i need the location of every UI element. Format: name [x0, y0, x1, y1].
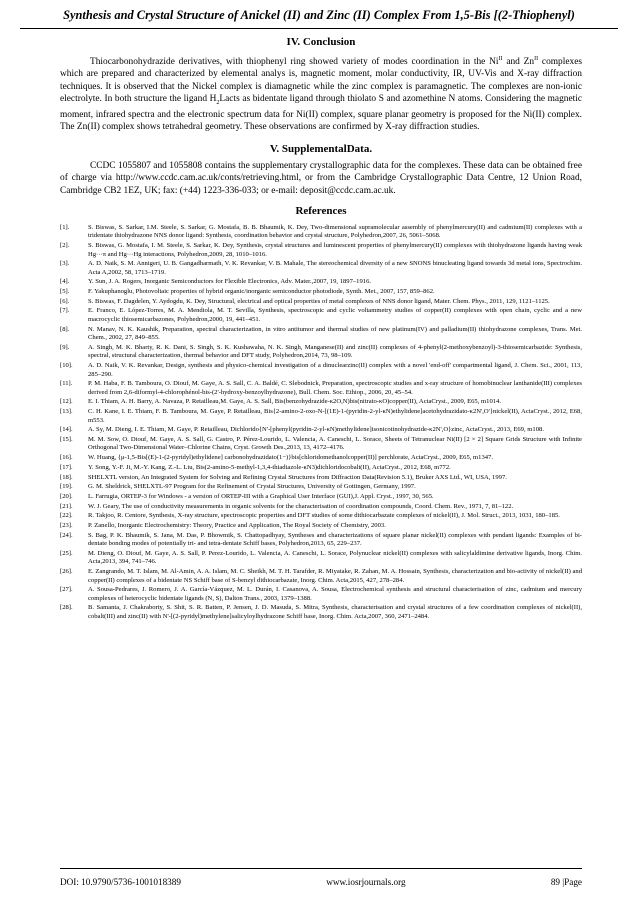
conclusion-text-2: and Zn [502, 57, 535, 68]
references-heading: References [295, 204, 347, 217]
reference-item [60, 586, 582, 603]
reference-text: E. I. Thiam, A. H. Barry, A. Navaza, P. Retailleau,M. Gaye, A. S. Sall, Bis(benzohydrazide-κ2O,N)bis(nitrato-κO)copper(II), ActaCryst., 2009, E65, m1014. [88, 398, 501, 406]
reference-item [60, 483, 582, 492]
page-footer [60, 868, 582, 887]
reference-text: S. Biswas, F. Dagdelen, Y. Aydogdu, K. Dey, Structural, electrical and optical properties of metal complexes of NNS donor ligand, Mater. Chem. Phys., 2011, 129, 1121–1125. [88, 297, 550, 305]
reference-text: W. Huang, {μ-1,5-Bis[(E)-1-(2-pyridyl)ethylidene] carbonohydrazidato(1−)}bis[chloridomethanolcopper(II)] perchlorate, ActaCryst., 2009, E65, m1347. [88, 454, 493, 462]
reference-item [60, 464, 582, 473]
reference-text: P. Zanello, Inorganic Electrochemistry: Theory, Practice and Application, The Royal Society of Chemistry, 2003. [88, 521, 386, 529]
reference-text: Y. Sun, J. A. Rogers, Inorganic Semiconductors for Flexible Electronics, Adv. Mater.,2007, 19, 1897–1916. [88, 278, 372, 286]
reference-text: A. Singh, M. K. Bharty, R. K. Dani, S. Singh, S. K. Kushawaha, N. K. Singh, Manganese(II) and zinc(II) complexes of 4-phenyl(2-methoxybenzoyl)-3-thiosemicarbazide: Synthesis, spectral, structural characterization, thermal behavior and DFT study, Polyhedron,2014, 73, 98–109. [88, 343, 582, 360]
reference-text: S. Biswas, S. Sarkar, I.M. Steele, S. Sarkar, G. Mostafa, B. B. Bhaumik, K. Dey, Two-dimensional supramolecular assembly of phenylmercury(II) and cadmium(II) complexes with a tridentate thiohydrazone NNS donor ligand: Synthesis, coordination behavior and crystal structure, Polyhedron,2007, 26, 5061–5068. [88, 223, 582, 240]
reference-number: [8]. [60, 325, 70, 333]
reference-text: F. Yakuphanoglu, Photovoltaic properties of hybrid organic/inorganic semiconductor photodiode, Synth. Met., 2007, 157, 859–862. [88, 288, 435, 296]
reference-text: S. Biswas, G. Mostafa, I. M. Steele, S. Sarkar, K. Dey, Synthesis, crystal structures and luminescent properties of phenylmercury(II) complexes with thiohydrazone ligands having weak Hg···π and Hg···Hg interactions, Polyhedron,2009, 28, 1010–1016. [88, 242, 582, 258]
ni-oxidation-sup: II [498, 56, 503, 62]
reference-number: [6]. [60, 297, 70, 305]
reference-item [60, 436, 582, 453]
reference-item [60, 568, 582, 585]
reference-text: A. Sy, M. Dieng, I. E. Thiam, M. Gaye, P. Retailleau, Dichlorido{N'-[phenyl(pyridin-2-yl-κN)methylidene]isonicotinohydrazide-κ2N',O}zinc, ActaCryst., 2013, E69, m108. [88, 426, 544, 434]
reference-list [60, 224, 582, 622]
reference-number: [17]. [60, 463, 73, 471]
ligand-subscript: 2 [216, 99, 220, 106]
reference-text: W. J. Geary, The use of conductivity measurements in organic solvents for the characterisation of coordination compounds, Coord. Chem. Rev., 1971, 7, 81–122. [88, 502, 514, 510]
reference-item [60, 380, 582, 397]
footer-page: 89 |Page [550, 877, 582, 887]
reference-number: [22]. [60, 512, 73, 520]
reference-item [60, 604, 582, 621]
reference-item [60, 522, 582, 531]
reference-number: [19]. [60, 483, 73, 491]
reference-item [60, 242, 582, 259]
reference-text: M. Dieng, O. Diouf, M. Gaye, A. S. Sall, P. Perez-Lourido, L. Valencia, A. Caneschi, L. Sorace, Polynuclear nickel(II) complexes with salicylaldimine derivative ligands, Inorg. Chim. Acta,2013, 394, 741–746. [88, 549, 582, 566]
reference-text: M. M. Sow, O. Diouf, M. Gaye, A. S. Sall, G. Castro, P. Pérez-Lourido, L. Valencia, A. Caneschi, L. Sorace, Sheets of Tetranuclear Ni(II) [2 × 2] Square Grids Structure with Infinite Orthogonal Two-Dimensional Water–Chlorine Chains, Cryst. Growth Des.,2013, 13, 4172–4176. [88, 435, 582, 452]
reference-number: [18]. [60, 473, 73, 481]
reference-item [60, 474, 582, 483]
reference-item [60, 408, 582, 425]
reference-item [60, 298, 582, 307]
reference-number: [7]. [60, 307, 70, 315]
conclusion-text-1: Thiocarbonohydrazide derivatives, with thiophenyl ring showed variety of modes coordination in the Ni [90, 57, 499, 68]
reference-item [60, 550, 582, 567]
reference-item [60, 398, 582, 407]
reference-item [60, 288, 582, 297]
reference-number: [15]. [60, 435, 73, 443]
reference-item [60, 503, 582, 512]
conclusion-paragraph [60, 53, 582, 133]
reference-item [60, 454, 582, 463]
footer-doi: DOI: 10.9790/5736-1001018389 [60, 877, 181, 887]
reference-number: [23]. [60, 521, 73, 529]
conclusion-text-3: complexes which are prepared and characterized by elemental analys is, magnetic moment, molar conductivity, IR, UV-Vis and X-ray diffraction techniques. It is observed that the Nickel complex is diamagnetic while the zinc complex is paramagnetic. The complexes are non-ionic electrolyte. In both structure the ligand H [60, 57, 583, 104]
reference-number: [26]. [60, 568, 73, 576]
reference-item [60, 493, 582, 502]
supplemental-heading: V. SupplementalData. [269, 143, 373, 156]
reference-text: N. Manav, N. K. Kaushik, Preparation, spectral characterization, in vitro antitumor and thermal studies of new platinum(IV) and palladium(II) thiohydrazone complexes, Trans. Met. Chem., 2002, 27, 849–855. [88, 325, 582, 342]
reference-number: [24]. [60, 531, 73, 539]
zn-oxidation-sup: II [534, 56, 539, 62]
reference-text: C. H. Kane, I. E. Thiam, F. B. Tamboura, M. Gaye, P. Retailleau, Bis{2-amino-2-oxo-N-[(1E)-1-(pyridin-2-yl-κN)ethylidene]acetohydrazidato-κ2N',O'}nickel(II), ActaCryst., 2012, E68, m553. [88, 408, 582, 424]
footer-url[interactable]: www.iosrjournals.org [326, 877, 406, 887]
reference-number: [16]. [60, 454, 73, 462]
reference-item [60, 278, 582, 287]
reference-item [60, 307, 582, 324]
reference-number: [11]. [60, 380, 73, 388]
reference-item [60, 344, 582, 361]
reference-number: [20]. [60, 492, 73, 500]
conclusion-text-4: Lacts as bidentate ligand through thiolato S and azomethine N atoms. Considering the magnetic moment, infrared spectra and the electronic spectrum data for Ni(II) complex, square planar geometry is proposed for the Ni(II) complex. The Zn(II) complex shows tetrahedral geometry. These observations are confirmed by X-ray diffraction studies. [60, 93, 582, 133]
page-content [60, 36, 582, 623]
running-header [20, 4, 618, 29]
reference-item [60, 512, 582, 521]
reference-text: E. Zangrando, M. T. Islam, M. Al-Amin, A. A. Islam, M. C. Sheikh, M. T. H. Tarafder, R. Miyatake, R. Zahan, M. A. Hossain, Synthesis, characterization and bio-activity of nickel(II) and copper(II) complexes of a bidentate NS Schiff base of S-benzyl dithiocarbazate, Inorg. Chim. Acta,2015, 427, 278–284. [88, 568, 582, 584]
reference-number: [9]. [60, 343, 70, 351]
running-title: Synthesis and Crystal Structure of Anickel (II) and Zinc (II) Complex From 1,5-Bis [(2-Thiophenyl) [63, 8, 575, 22]
reference-text: SHELXTL version, An Integrated System for Solving and Refining Crystal Structures from Diffraction Data(Revision 5.1), Bruker AXS Ltd., WI, USA, 1997. [88, 473, 507, 481]
reference-number: [21]. [60, 502, 73, 510]
reference-item [60, 532, 582, 549]
reference-number: [25]. [60, 549, 73, 557]
reference-text: E. Franco, E. López-Torres, M. A. Mendiola, M. T. Sevilla, Synthesis, spectroscopic and cyclic voltammetry studies of copper(II) complexes with open chain, cyclic and a new macrocyclic thiosemicarbazones, Polyhedron,2000, 19, 441–451. [88, 307, 582, 323]
reference-text: S. Bag, P. K. Bhaumik, S. Jana, M. Das, P. Bhowmik, S. Chattopadhyay, Syntheses and characterizations of square planar nickel(II) complexes with pendant ligands: Examples of bi-dentate bonding modes of potentially tri- and tetra-dentate Schiff bases, Polyhedron,2013, 65, 229–237. [88, 531, 582, 548]
reference-text: R. Takjoo, R. Centore, Synthesis, X-ray structure, spectroscopic properties and DFT studies of some dithiocarbazate complexes of nickel(II), J. Mol. Struct., 2013, 1031, 180–185. [88, 512, 560, 520]
reference-number: [27]. [60, 586, 73, 594]
reference-text: A. Sousa-Pedrares, J. Romero, J. A. García-Vázquez, M. L. Durán, I. Casanova, A. Sousa, Electrochemical synthesis and structural characterisation of zinc, cadmium and mercury complexes of heterocyclic bidentate ligands (N, S), Dalton Trans., 2003, 1379–1388. [88, 586, 582, 602]
reference-item [60, 426, 582, 435]
supplemental-paragraph: CCDC 1055807 and 1055808 contains the supplementary crystallographic data for the complexes. These data can be obtained free of charge via http://www.ccdc.cam.ac.uk/conts/retrieving.html, or from the Cambridge Crystallographic Data Centre, 12 Union Road, Cambridge CB2 1EZ, UK; fax: (+44) 1223-336-033; or e-mail: deposit@ccdc.cam.ac.uk. [60, 161, 582, 196]
reference-number: [13]. [60, 408, 73, 416]
reference-text: L. Farrugia, ORTEP-3 for Windows - a version of ORTEP-III with a Graphical User Interface (GUI),J. Appl. Cryst., 1997, 30, 565. [88, 492, 434, 500]
reference-item [60, 224, 582, 241]
reference-number: [28]. [60, 604, 73, 612]
reference-number: [4]. [60, 278, 70, 286]
conclusion-heading: IV. Conclusion [286, 36, 356, 48]
reference-text: Y. Song, Y.-F. Ji, M.-Y. Kang, Z.-L. Liu, Bis(2-amino-5-methyl-1,3,4-thiadiazole-κN3)dichloridocobalt(II), ActaCryst., 2012, E68, m772. [88, 463, 451, 471]
reference-text: A. D. Naik, S. M. Annigeri, U. B. Gangadharmath, V. K. Revankar, V. B. Mahale, The stereochemical diversity of a new SNONS binucleating ligand towards 3d metal ions, Spectrochim. Acta A,2002, 58, 1713–1719. [88, 260, 582, 276]
reference-number: [12]. [60, 398, 73, 406]
reference-text: G. M. Sheldrick, SHELXTL-97 Program for the Refinement of Crystal Structures, University of Gottingen, Germany, 1997. [88, 483, 416, 491]
reference-number: [5]. [60, 288, 70, 296]
reference-number: [2]. [60, 242, 70, 250]
reference-number: [3]. [60, 260, 70, 268]
reference-item [60, 362, 582, 379]
reference-number: [1]. [60, 223, 70, 231]
reference-number: [14]. [60, 426, 73, 434]
reference-text: B. Samanta, J. Chakraborty, S. Shit, S. R. Batten, P. Jensen, J. D. Masuda, S. Mitra, Synthesis, characterisation and crystal structures of a few coordination complexes of nickel(II), cobalt(III) and zinc(II) with N'-[(2-pyridyl)methylene]salicyloylhydrazone Schiff base, Inorg. Chim. Acta,2007, 360, 2471–2484. [88, 604, 582, 620]
reference-item [60, 326, 582, 343]
reference-text: P. M. Haba, F. B. Tamboura, O. Diouf, M. Gaye, A. S. Sall, C. A. Baldé, C. Slebodnick, Preparation, spectroscopic studies and x-ray structure of homobinuclear lanthanide(III) complexes derived from 2,6-diformyl-4-chlorophénol-bis-(2'-hydroxy-benzoylhydrazone), Bull. Chem. Soc. Ethiop., 2006, 20, 45–54. [88, 380, 582, 396]
reference-text: A. D. Naik, V. K. Revankar, Design, synthesis and physico-chemical investigation of a dinuclearzinc(II) complex with a novel 'end-off' compartmental ligand, J. Chem. Sci., 2001, 113, 285–290. [88, 362, 582, 378]
reference-item [60, 260, 582, 277]
reference-number: [10]. [60, 362, 73, 370]
